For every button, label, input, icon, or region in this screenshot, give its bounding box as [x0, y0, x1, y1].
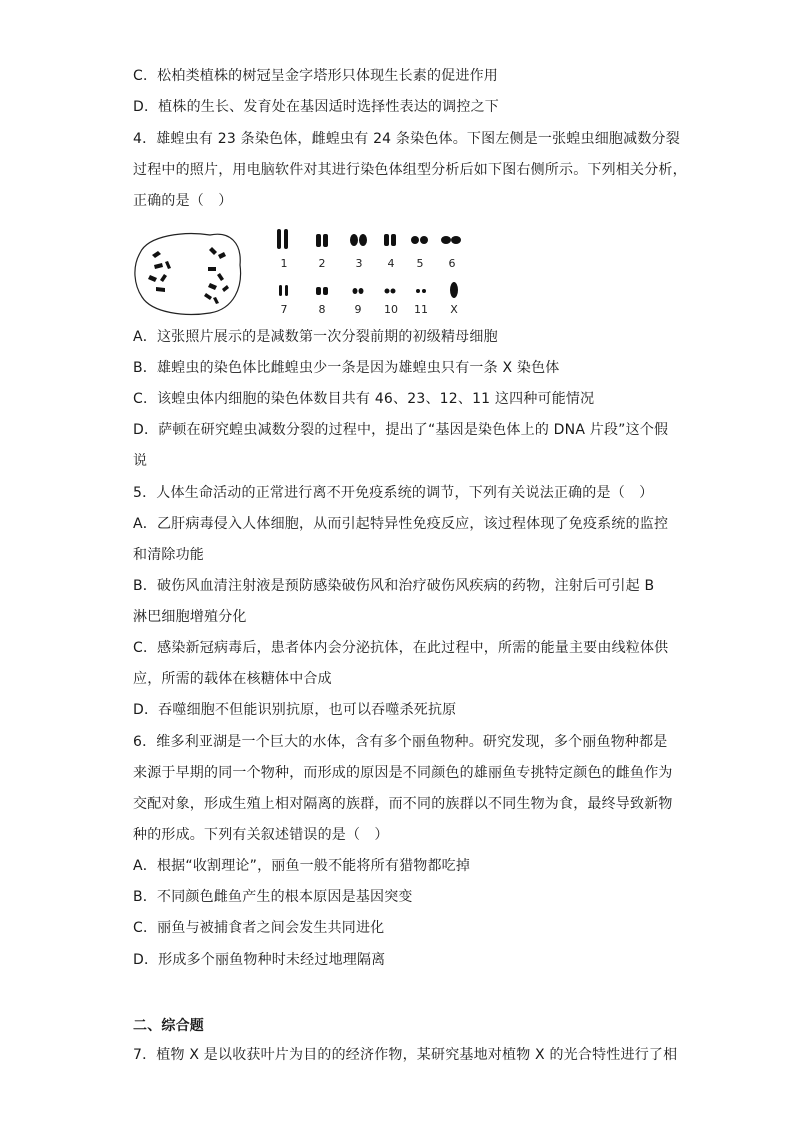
option-6a: A．根据“收割理论”，丽鱼一般不能将所有猎物都吃掉: [133, 858, 471, 874]
option-4d-line-2: 说: [133, 453, 148, 469]
option-4c: C．该蝗虫体内细胞的染色体数目共有 46、23、12、11 这四种可能情况: [133, 391, 595, 407]
question-5: 5．人体生命活动的正常进行离不开免疫系统的调节，下列有关说法正确的是（ ）: [133, 485, 654, 501]
karyotype-label-8: 8: [318, 303, 326, 316]
karyotype-row-1-labels: [281, 257, 456, 270]
question-6-line-1: 6．维多利亚湖是一个巨大的水体，含有多个丽鱼物种。研究发现，多个丽鱼物种都是: [133, 734, 668, 750]
option-4d-line-1: D．萨顿在研究蝗虫减数分裂的过程中，提出了“基因是染色体上的 DNA 片段”这个假: [133, 422, 669, 438]
karyotype-label-4: 4: [387, 257, 395, 270]
option-3d: D．植株的生长、发育处在基因适时选择性表达的调控之下: [133, 99, 499, 115]
section-heading: 二、综合题: [133, 1018, 204, 1034]
question-4-line-1: 4．雄蝗虫有 23 条染色体，雌蝗虫有 24 条染色体。下图左侧是一张蝗虫细胞减数分裂: [133, 131, 680, 147]
karyotype-label-6: 6: [448, 257, 456, 270]
option-5a-line-2: 和清除功能: [133, 547, 204, 563]
cell-chromosomes: [148, 247, 229, 304]
option-5c-line-2: 应，所需的载体在核糖体中合成: [133, 671, 332, 687]
option-6c: C．丽鱼与被捕食者之间会发生共同进化: [133, 920, 385, 936]
karyotype-label-5: 5: [416, 257, 424, 270]
option-5c-line-1: C．感染新冠病毒后，患者体内会分泌抗体，在此过程中，所需的能量主要由线粒体供: [133, 640, 669, 656]
karyotype-label-11: 11: [414, 303, 428, 316]
karyotype-label-3: 3: [355, 257, 363, 270]
option-5b-line-2: 淋巴细胞增殖分化: [133, 609, 247, 625]
question-4-line-3: 正确的是（ ）: [133, 193, 233, 209]
karyotype-row-2: [279, 282, 458, 298]
option-6b: B．不同颜色雌鱼产生的根本原因是基因突变: [133, 889, 413, 905]
option-6d: D．形成多个丽鱼物种时未经过地理隔离: [133, 952, 386, 968]
karyotype-label-7: 7: [280, 303, 288, 316]
option-5b-line-1: B．破伤风血清注射液是预防感染破伤风和治疗破伤风疾病的药物，注射后可引起 B: [133, 578, 655, 594]
karyotype-label-1: 1: [280, 257, 288, 270]
option-4b: B．雄蝗虫的染色体比雌蝗虫少一条是因为雄蝗虫只有一条 X 染色体: [133, 360, 560, 376]
question-7-line-1: 7．植物 X 是以收获叶片为目的的经济作物，某研究基地对植物 X 的光合特性进行了相: [133, 1047, 678, 1063]
karyotype-label-x: X: [450, 303, 458, 316]
option-5d: D．吞噬细胞不但能识别抗原，也可以吞噬杀死抗原: [133, 702, 457, 718]
karyotype-row-2-labels: [281, 303, 459, 316]
question-6-line-2: 来源于早期的同一个物种，而形成的原因是不同颜色的雄丽鱼专挑特定颜色的雌鱼作为: [133, 765, 673, 781]
chromosome-figure: [130, 225, 475, 325]
karyotype-label-9: 9: [354, 303, 362, 316]
option-3c: C．松柏类植株的树冠呈金字塔形只体现生长素的促进作用: [133, 68, 498, 84]
question-6-line-4: 种的形成。下列有关叙述错误的是（ ）: [133, 827, 389, 843]
question-6-line-3: 交配对象，形成生殖上相对隔离的族群，而不同的族群以不同生物为食，最终导致新物: [133, 796, 673, 812]
option-5a-line-1: A．乙肝病毒侵入人体细胞，从而引起特异性免疫反应，该过程体现了免疫系统的监控: [133, 516, 669, 532]
karyotype-label-2: 2: [318, 257, 326, 270]
option-4a: A．这张照片展示的是减数第一次分裂前期的初级精母细胞: [133, 329, 498, 345]
karyotype-label-10: 10: [384, 303, 398, 316]
question-4-line-2: 过程中的照片，用电脑软件对其进行染色体组型分析后如下图右侧所示。下列相关分析，: [133, 162, 687, 178]
karyotype-row-1: [277, 229, 461, 249]
cell-outline: [135, 234, 241, 315]
